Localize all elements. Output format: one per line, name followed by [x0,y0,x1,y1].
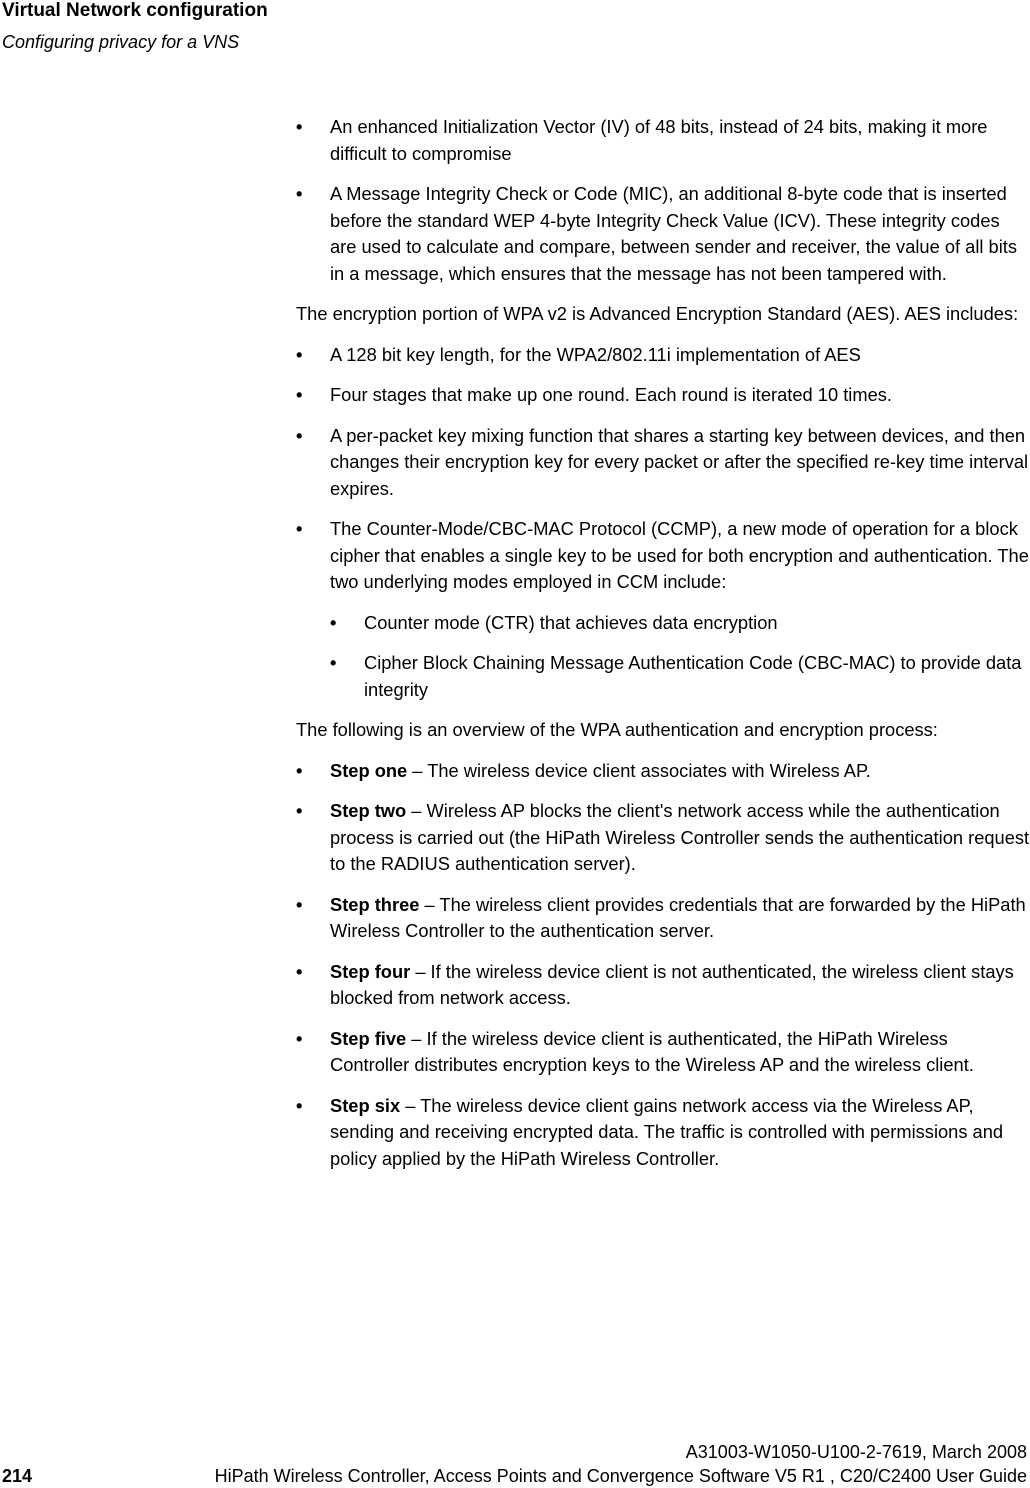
bullet-icon: • [296,183,303,204]
step-text: – If the wireless device client is authenticated, the HiPath Wireless Controller distributes encryption keys to the Wireless AP and the wireless client. [330,1027,974,1075]
nested-list-item [330,650,1030,703]
step-item [296,758,1030,785]
list-item [296,516,1030,596]
bullet-icon: • [296,1094,303,1116]
document-id: A31003-W1050-U100-2-7619, March 2008 [685,1442,1027,1462]
section-subtitle: Configuring privacy for a VNS [2,32,240,52]
page-footer [0,1440,1030,1488]
bullet-icon: • [296,1027,303,1049]
step-item [296,959,1030,1012]
body-content [296,114,1030,1172]
list-item [296,342,1030,369]
step-lead: Step one [330,759,408,781]
step-lead: Step two [330,800,407,821]
bullet-icon: • [296,759,303,781]
nested-list-item [330,610,1030,637]
page-number: 214 [2,1466,33,1486]
step-item [296,1026,1030,1079]
step-text: – If the wireless device client is not authenticated, the wireless client stays blocked from network access. [330,960,1014,1008]
list-item-text: A 128 bit key length, for the WPA2/802.11i implementation of AES [330,343,861,365]
bullet-icon: • [330,652,337,673]
list-item-text: Four stages that make up one round. Each round is iterated 10 times. [330,384,892,405]
paragraph-overview: The following is an overview of the WPA authentication and encryption process: [296,719,938,740]
list-item-text: Counter mode (CTR) that achieves data encryption [364,611,778,633]
bullet-icon: • [296,343,303,365]
bullet-icon: • [296,800,303,821]
step-lead: Step six [330,1094,401,1116]
chapter-title: Virtual Network configuration [2,0,268,21]
list-item [296,114,1030,167]
step-item [296,892,1030,945]
bullet-icon: • [296,960,303,982]
list-item-text: Cipher Block Chaining Message Authentication Code (CBC-MAC) to provide data integrity [364,652,1022,700]
list-item-text: A Message Integrity Check or Code (MIC), an additional 8-byte code that is inserted before the standard WEP 4-byte Integrity Check Value (ICV). These integrity codes are used to calculate and compare, between sender and receiver, the value of all bits in a message, which ensures that the message has not been tampered with. [330,183,1017,284]
guide-title: HiPath Wireless Controller, Access Points and Convergence Software V5 R1 , C20/C2400 User Guide [214,1466,1027,1486]
step-text: – The wireless device client associates with Wireless AP. [407,759,871,781]
step-lead: Step four [330,960,411,982]
bullet-icon: • [296,893,303,915]
list-item [296,181,1030,287]
list-item [296,423,1030,503]
step-lead: Step three [330,893,420,915]
list-item-text: The Counter-Mode/CBC-MAC Protocol (CCMP), a new mode of operation for a block cipher that enables a single key to be used for both encryption and authentication. The two underlying modes employed in CCM include: [330,518,1029,592]
page-header [2,0,268,53]
bullet-icon: • [296,384,303,405]
bullet-icon: • [296,424,303,446]
list-item-text: An enhanced Initialization Vector (IV) of 48 bits, instead of 24 bits, making it more difficult to compromise [330,116,988,164]
step-text: – The wireless client provides credentials that are forwarded by the HiPath Wireless Controller to the authentication server. [330,893,1026,941]
nested-list [330,610,1030,704]
step-text: – The wireless device client gains network access via the Wireless AP, sending and receiving encrypted data. The traffic is controlled with permissions and policy applied by the HiPath Wireless Controller. [330,1094,1004,1169]
step-item [296,798,1030,878]
bullet-icon: • [296,116,303,137]
bullet-icon: • [296,518,303,539]
step-lead: Step five [330,1027,407,1049]
bullet-icon: • [330,611,337,633]
step-item [296,1093,1030,1173]
list-item-text: A per-packet key mixing function that shares a starting key between devices, and then changes their encryption key for every packet or after the specified re-key time interval expires. [330,424,1029,499]
list-item [296,382,1030,409]
step-text: – Wireless AP blocks the client's network access while the authentication process is carried out (the HiPath Wireless Controller sends the authentication request to the RADIUS authentication server). [330,800,1030,874]
paragraph-aes: The encryption portion of WPA v2 is Advanced Encryption Standard (AES). AES includes: [296,303,1019,324]
